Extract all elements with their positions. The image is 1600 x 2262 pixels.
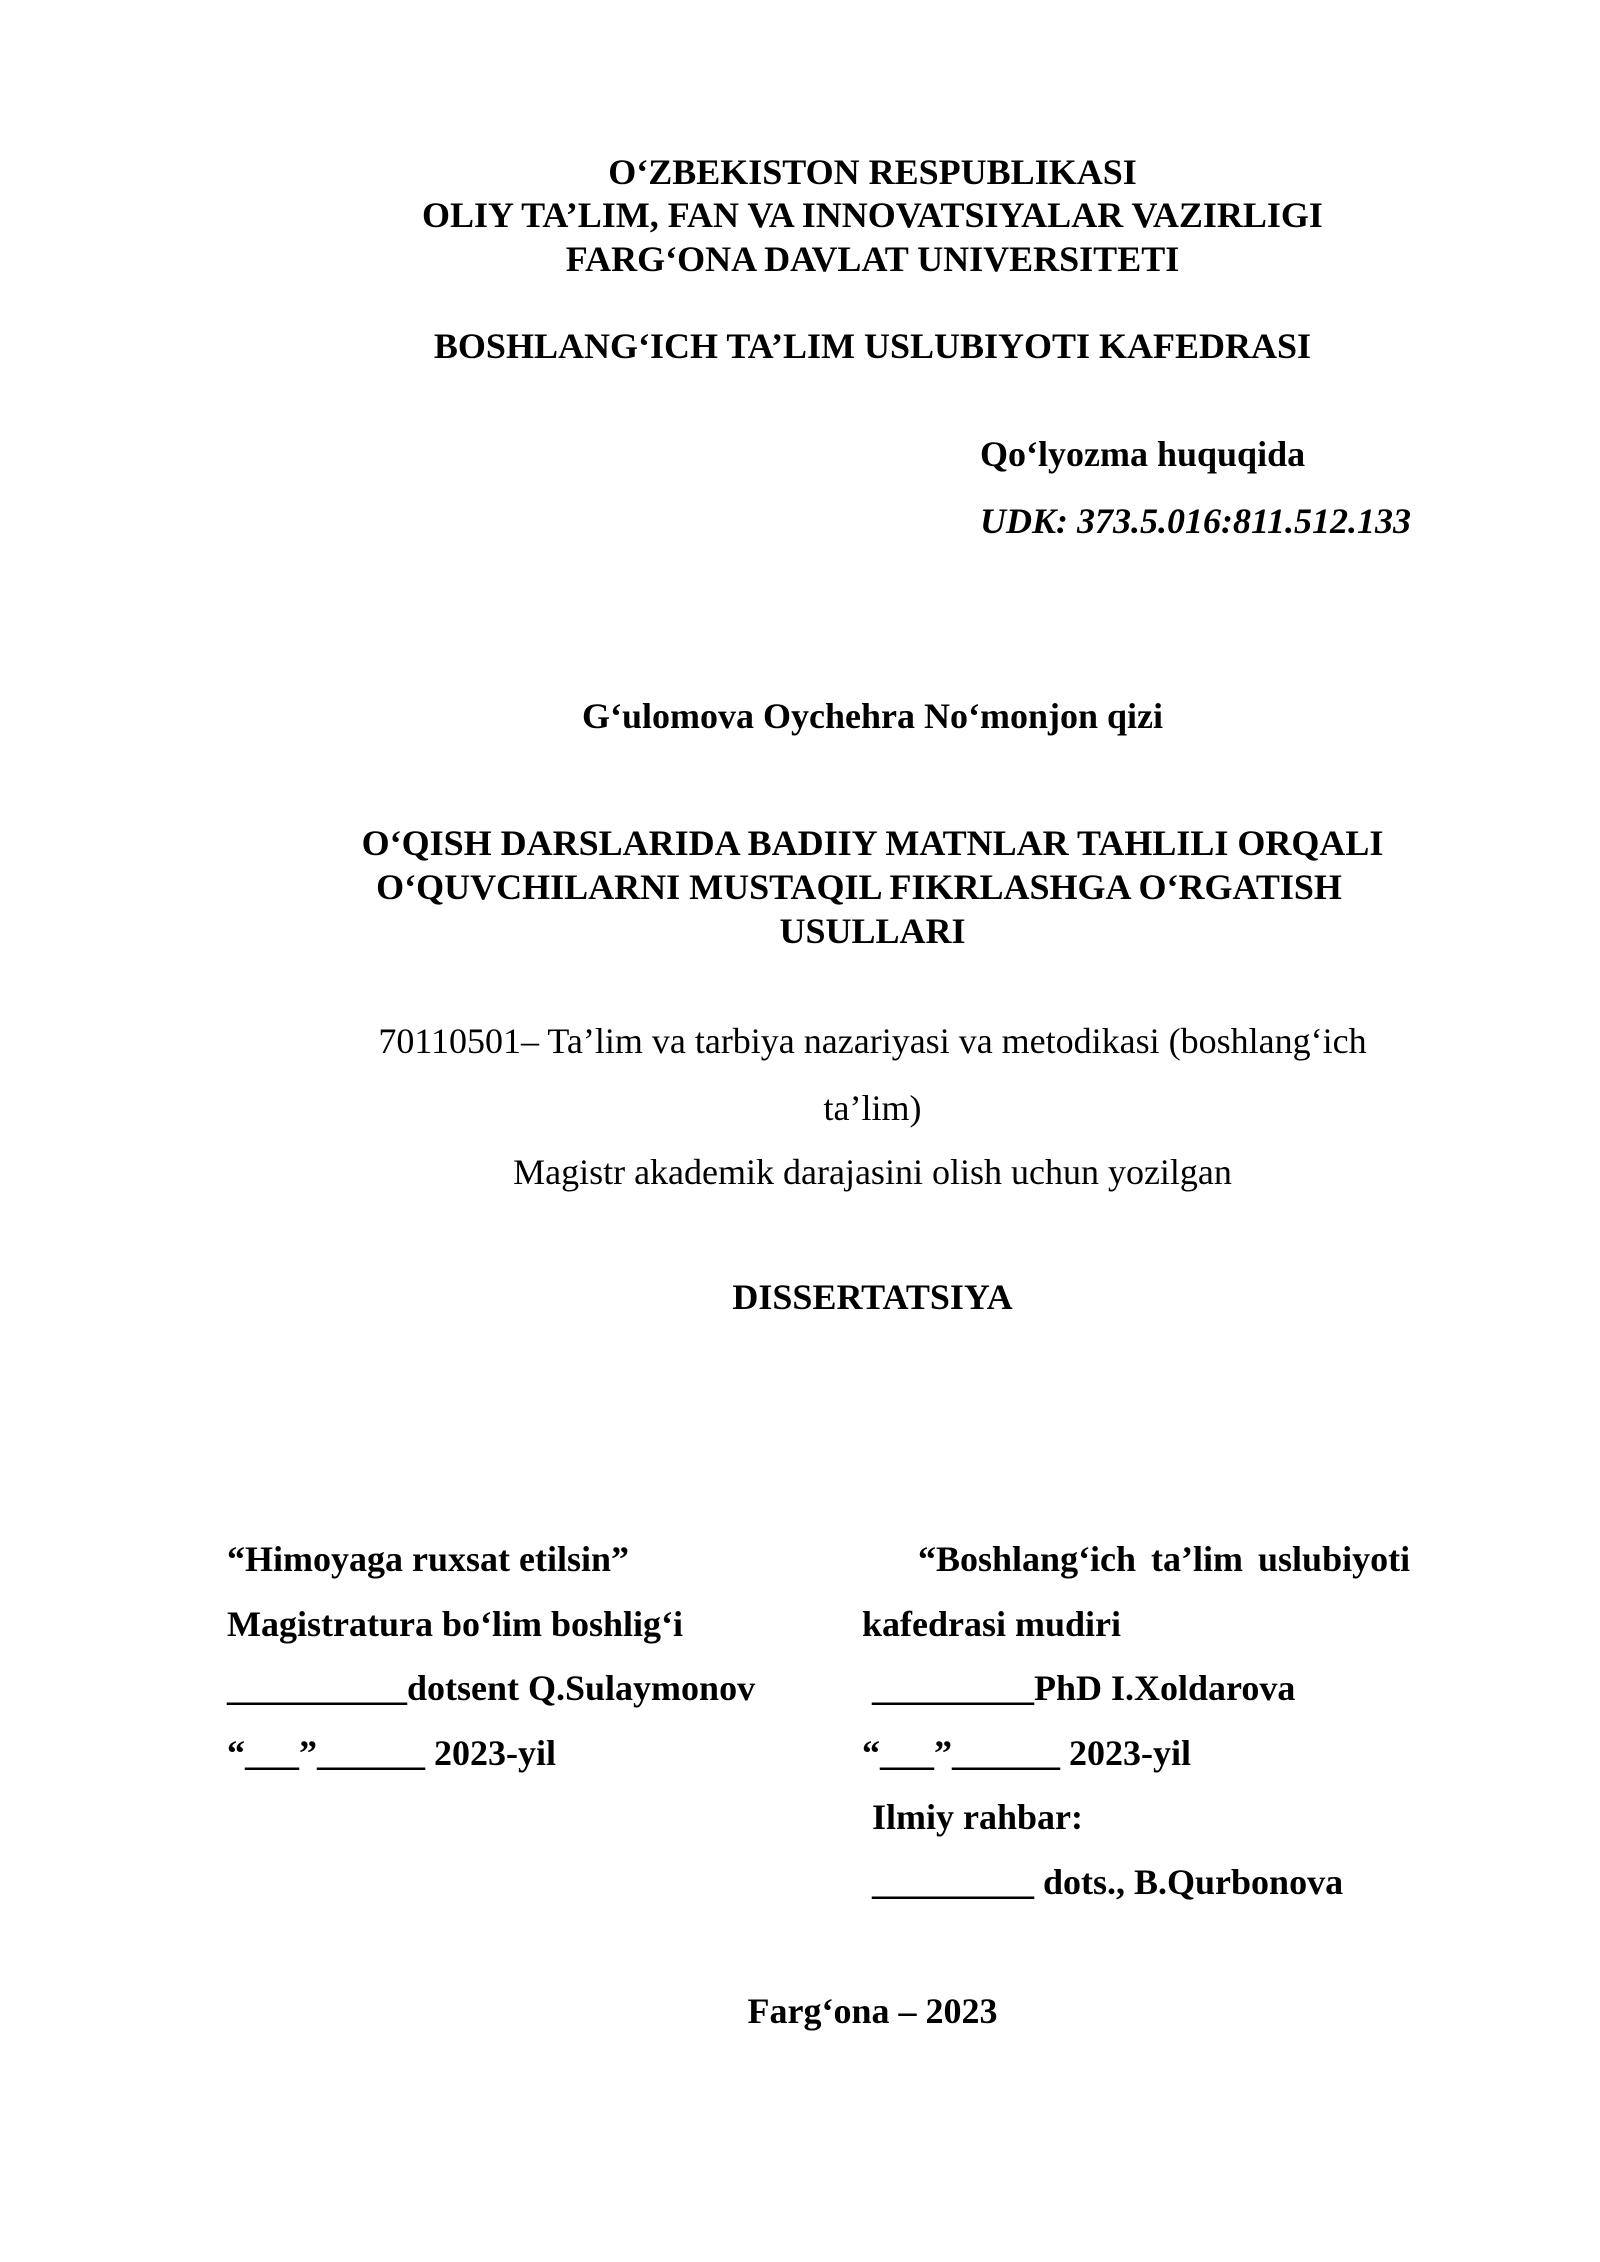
manuscript-rights-label: Qo‘lyozma huquqida (980, 434, 1306, 474)
masters-dept-head-signature: __________dotsent Q.Sulaymonov (227, 1668, 756, 1708)
defense-permission-quote: “Himoyaga ruxsat etilsin” (227, 1539, 629, 1579)
place-and-year: Farg‘ona – 2023 (747, 1991, 998, 2031)
supervisor-signature: _________ dots., B.Qurbonova (872, 1862, 1344, 1902)
chair-approval-quote: “Boshlang‘ich ta’lim uslubiyoti (918, 1539, 1411, 1579)
thesis-title-line3: USULLARI (779, 911, 966, 951)
university-heading: FARG‘ONA DAVLAT UNIVERSITETI (565, 239, 1180, 279)
author-name: G‘ulomova Oychehra No‘monjon qizi (582, 696, 1163, 736)
specialty-code-line1: 70110501– Ta’lim va tarbiya nazariyasi va metodikasi (boshlang‘ich (378, 1021, 1367, 1061)
thesis-title-line2: O‘QUVCHILARNI MUSTAQIL FIKRLASHGA O‘RGATISH (376, 867, 1342, 907)
country-heading: O‘ZBEKISTON RESPUBLIKASI (608, 152, 1137, 192)
ministry-heading: OLIY TA’LIM, FAN VA INNOVATSIYALAR VAZIRLIGI (422, 195, 1323, 235)
udk-code: UDK: 373.5.016:811.512.133 (980, 501, 1411, 541)
document-type: DISSERTATSIYA (732, 1277, 1013, 1317)
specialty-code-line2: ta’lim) (823, 1088, 922, 1128)
degree-purpose: Magistr akademik darajasini olish uchun yozilgan (513, 1152, 1232, 1192)
masters-dept-head-role: Magistratura bo‘lim boshlig‘i (227, 1604, 683, 1644)
supervisor-label: Ilmiy rahbar: (872, 1797, 1083, 1837)
right-approval-date: “___”______ 2023-yil (862, 1733, 1191, 1773)
left-approval-date: “___”______ 2023-yil (227, 1733, 556, 1773)
thesis-title-line1: O‘QISH DARSLARIDA BADIIY MATNLAR TAHLILI ORQALI (361, 823, 1384, 863)
department-heading: BOSHLANG‘ICH TA’LIM USLUBIYOTI KAFEDRASI (433, 326, 1312, 366)
chair-head-role: kafedrasi mudiri (862, 1604, 1122, 1644)
chair-head-signature: _________PhD I.Xoldarova (872, 1668, 1296, 1708)
